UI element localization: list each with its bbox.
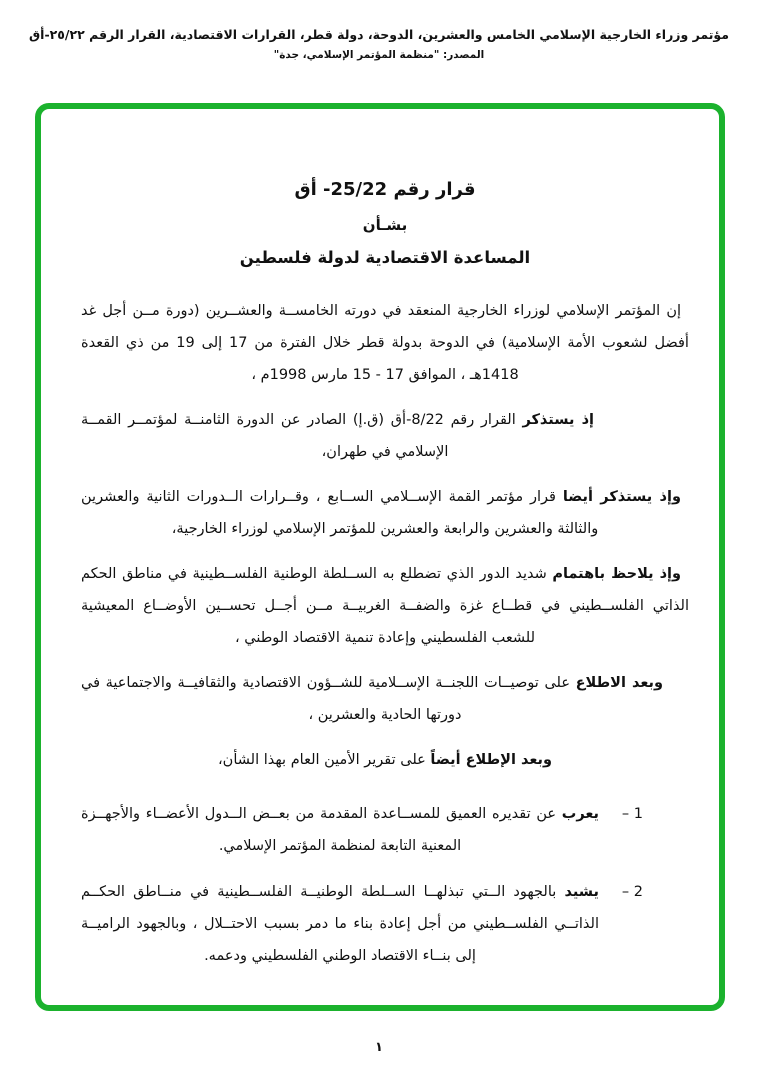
subject-label: بشـأن: [362, 216, 408, 234]
resolution-item: [81, 798, 645, 862]
paragraph-text: عن تقديره العميق للمســاعدة المقدمة من بعــض الــدول الأعضــاء والأجهــزة المعنية التابعة لمنظمة المؤتمر الإسلامي.: [81, 806, 562, 854]
resolution-number-title: قرار رقم 25/22- أق: [294, 179, 476, 200]
paragraph-text: القرار رقم 8/22-أق (ق.إ) الصادر عن الدورة الثامنــة لمؤتمــر القمــة الإسلامي في طهران،: [81, 412, 523, 460]
item-lead: يعرب: [561, 806, 599, 822]
paragraph-lead: إذ يستذكر: [522, 412, 594, 428]
item-number: 2 –: [621, 884, 643, 900]
item-text: [81, 798, 599, 862]
paragraph-lead: وبعد الاطلاع: [575, 675, 663, 691]
document-frame: [35, 103, 725, 1011]
document-body: [81, 295, 689, 972]
document-title-block: [81, 179, 689, 267]
item-lead: يشيد: [564, 884, 599, 900]
item-number: 1 –: [621, 806, 643, 822]
paragraph-text: على توصيــات اللجنــة الإســلامية للشــؤون الاقتصادية والثقافيــة والاجتماعية في دورتها الحادية والعشرين ،: [81, 675, 576, 723]
preamble-paragraph: [81, 295, 689, 391]
header-citation-line: مؤتمر وزراء الخارجية الإسلامي الخامس والعشرين، الدوحة، دولة قطر، القرارات الاقتصادية، القرار الرقم ٢٥/٢٢-أق: [28, 27, 730, 42]
paragraph-text: بالجهود الــتي تبذلهــا الســلطة الوطنيــة الفلســطينية في منــاطق الحكــم الذاتــي الفلســطيني من أجل إعادة بناء ما دمر بسبب الاحتــلال ، وبالجهود الراميــة إلى بنــاء الاقتصاد الوطني الفلسطيني ودعمه.: [81, 884, 599, 964]
resolution-item-list: [81, 798, 689, 972]
preamble-paragraph: [81, 744, 689, 776]
resolution-item: [81, 876, 645, 972]
header-source-line: المصدر: "منظمة المؤتمر الإسلامي، جدة": [273, 49, 485, 61]
item-text: [81, 876, 599, 972]
page-header: [0, 27, 758, 61]
paragraph-lead: وبعد الإطلاع أيضاً: [430, 752, 552, 768]
page-number: ١: [375, 1040, 383, 1055]
paragraph-text: إن المؤتمر الإسلامي لوزراء الخارجية المنعقد في دورته الخامســة والعشــرين (دورة مــن أجل غد أفضل لشعوب الأمة الإسلامية) في الدوحة بدولة قطر خلال الفترة من 17 إلى 19 من ذي القعدة 1418هـ ، الموافق ‪15 - 17‬ مارس 1998م ،: [81, 303, 689, 383]
preamble-paragraph: [81, 481, 689, 545]
paragraph-lead: وإذ يلاحظ باهتمام: [552, 566, 682, 582]
document-content: [41, 109, 719, 972]
paragraph-text: على تقرير الأمين العام بهذا الشأن،: [217, 752, 431, 768]
preamble-paragraph: [81, 404, 689, 468]
paragraph-text: قرار مؤتمر القمة الإســلامي الســابع ، وقــرارات الــدورات الثانية والعشرين والثالثة والعشرين والرابعة والعشرين للمؤتمر الإسلامي لوزراء الخارجية،: [81, 489, 599, 537]
paragraph-text: شديد الدور الذي تضطلع به الســلطة الوطنية الفلســطينية في مناطق الحكم الذاتي الفلســطيني في قطــاع غزة والضفــة الغربيــة مــن أجــل تحســين الأوضــاع المعيشية للشعب الفلسطيني وإعادة تنمية الاقتصاد الوطني ،: [81, 566, 689, 646]
resolution-subject-title: المساعدة الاقتصادية لدولة فلسطين: [239, 248, 531, 267]
paragraph-lead: وإذ يستذكر أيضا: [562, 489, 681, 505]
preamble-paragraph: [81, 667, 689, 731]
preamble-paragraph: [81, 558, 689, 654]
